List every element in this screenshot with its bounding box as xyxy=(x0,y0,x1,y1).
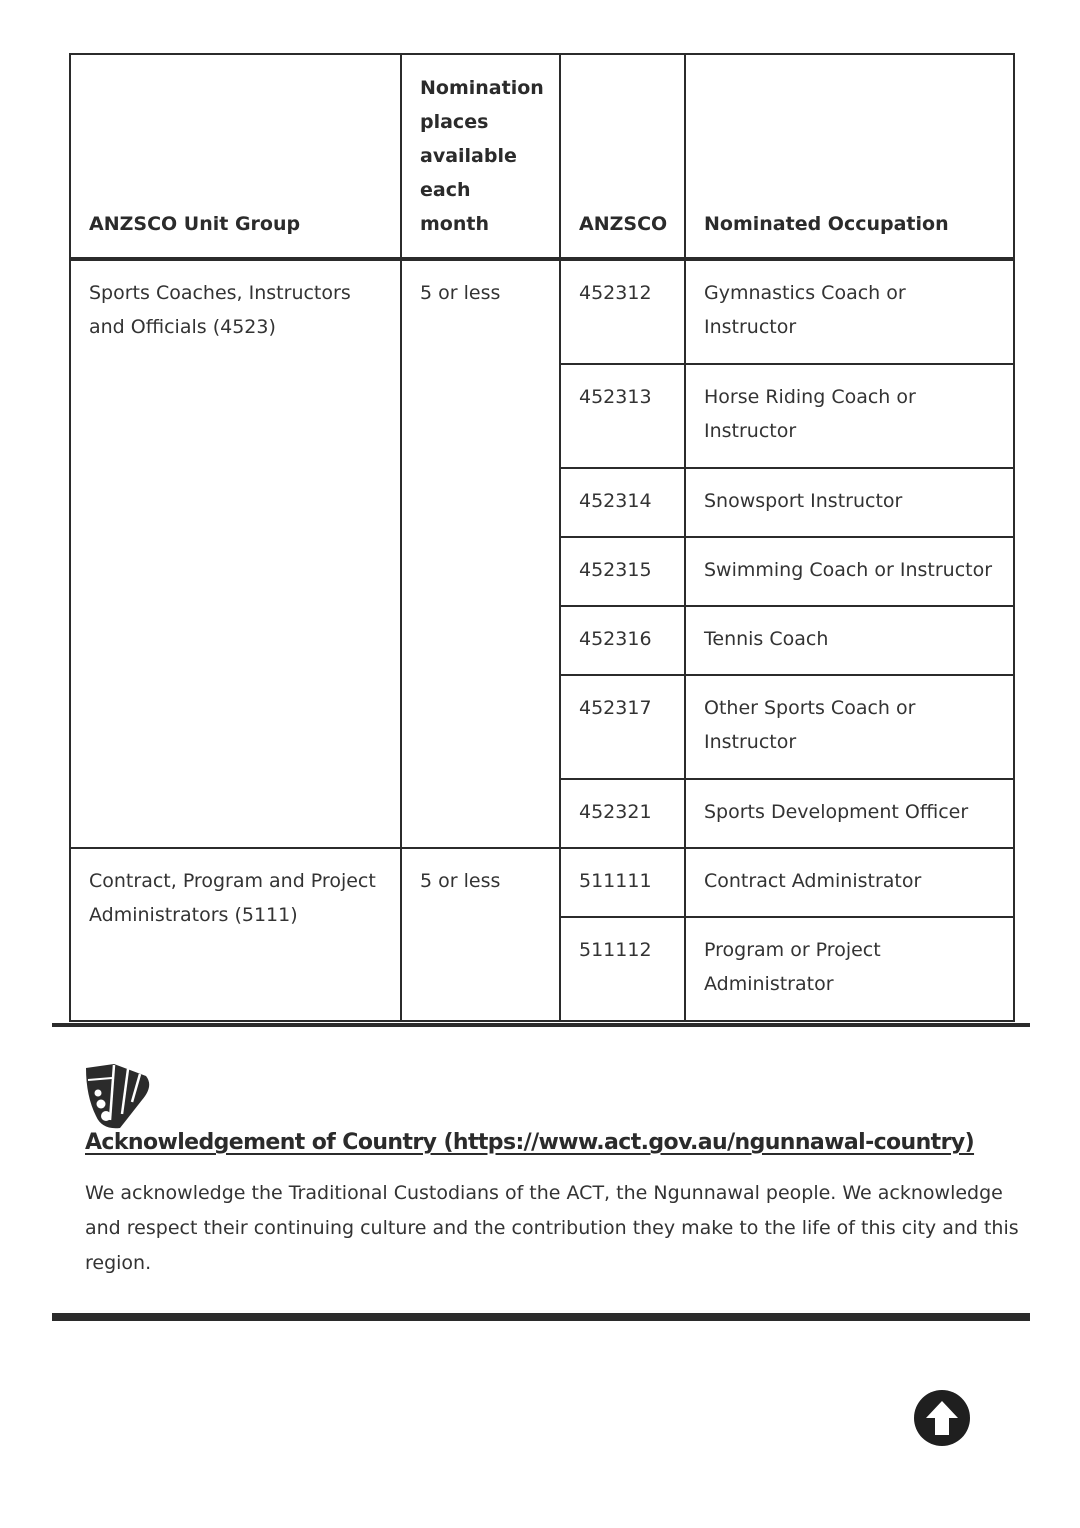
occupation-cell: Snowsport Instructor xyxy=(685,468,1014,537)
places-cell: 5 or less xyxy=(401,259,560,848)
header-unit-group: ANZSCO Unit Group xyxy=(70,54,401,259)
acknowledgement-of-country-link[interactable]: Acknowledgement of Country (https://www.act.gov.au/ngunnawal-country) xyxy=(85,1130,975,1155)
occupation-cell: Program or Project Administrator xyxy=(685,917,1014,1021)
header-places: Nomination places available each month xyxy=(401,54,560,259)
unit-group-cell: Contract, Program and Project Administrators (5111) xyxy=(70,848,401,1021)
act-government-logo-icon xyxy=(84,1062,154,1132)
header-occupation: Nominated Occupation xyxy=(685,54,1014,259)
occupation-cell: Contract Administrator xyxy=(685,848,1014,917)
table-header-row xyxy=(70,54,1014,259)
footer-divider xyxy=(52,1313,1030,1321)
anzsco-code-cell: 452313 xyxy=(560,364,685,468)
occupation-cell: Other Sports Coach or Instructor xyxy=(685,675,1014,779)
acknowledgement-text: We acknowledge the Traditional Custodians of the ACT, the Ngunnawal people. We acknowledge and respect their continuing culture and the contribution they make to the life of this city and this region. xyxy=(85,1182,1019,1274)
anzsco-code-cell: 452316 xyxy=(560,606,685,675)
occupation-cell: Gymnastics Coach or Instructor xyxy=(685,259,1014,364)
anzsco-code-cell: 511111 xyxy=(560,848,685,917)
anzsco-code-cell: 511112 xyxy=(560,917,685,1021)
occupation-cell: Swimming Coach or Instructor xyxy=(685,537,1014,606)
anzsco-code-cell: 452317 xyxy=(560,675,685,779)
anzsco-code-cell: 452315 xyxy=(560,537,685,606)
table-row xyxy=(70,848,1014,917)
table-row xyxy=(70,259,1014,364)
occupation-cell: Tennis Coach xyxy=(685,606,1014,675)
arrow-up-circle-icon[interactable] xyxy=(913,1389,971,1447)
anzsco-code-cell: 452321 xyxy=(560,779,685,848)
header-anzsco: ANZSCO xyxy=(560,54,685,259)
anzsco-code-cell: 452314 xyxy=(560,468,685,537)
occupation-cell: Horse Riding Coach or Instructor xyxy=(685,364,1014,468)
occupation-table xyxy=(69,53,1015,1022)
section-divider xyxy=(52,1023,1030,1027)
anzsco-code-cell: 452312 xyxy=(560,259,685,364)
places-cell: 5 or less xyxy=(401,848,560,1021)
occupation-cell: Sports Development Officer xyxy=(685,779,1014,848)
unit-group-cell: Sports Coaches, Instructors and Officials (4523) xyxy=(70,259,401,848)
